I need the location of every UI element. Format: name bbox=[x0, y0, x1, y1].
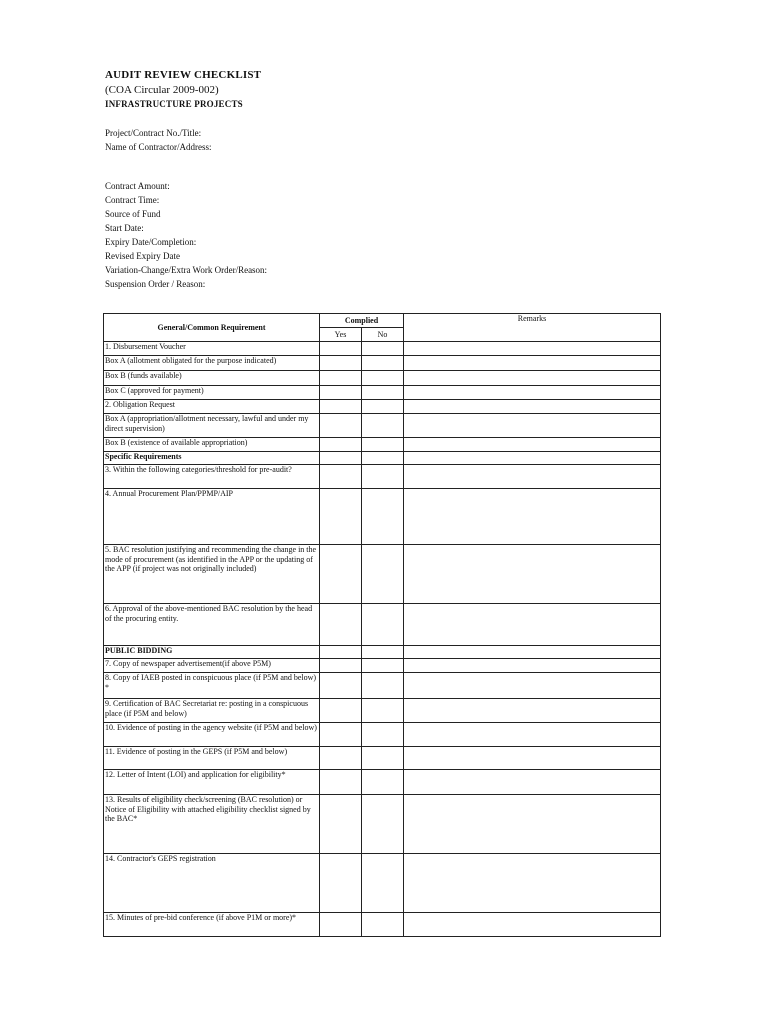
table-row bbox=[104, 646, 661, 659]
remarks-cell[interactable] bbox=[404, 795, 661, 854]
no-cell[interactable] bbox=[362, 854, 404, 913]
table-row bbox=[104, 371, 661, 386]
yes-cell[interactable] bbox=[320, 747, 362, 770]
no-cell[interactable] bbox=[362, 342, 404, 356]
requirement-cell: 4. Annual Procurement Plan/PPMP/AIP bbox=[104, 489, 320, 545]
table-row bbox=[104, 659, 661, 673]
field-amount: Contract Amount: bbox=[105, 181, 170, 191]
no-cell[interactable] bbox=[362, 386, 404, 400]
requirement-cell: 14. Contractor's GEPS registration bbox=[104, 854, 320, 913]
requirement-cell: 9. Certification of BAC Secretariat re: posting in a conspicuous place (if P5M and below) bbox=[104, 699, 320, 723]
field-project: Project/Contract No./Title: bbox=[105, 128, 202, 138]
remarks-cell[interactable] bbox=[404, 673, 661, 699]
field-fund: Source of Fund bbox=[105, 209, 161, 219]
requirement-cell: 2. Obligation Request bbox=[104, 400, 320, 414]
table-row bbox=[104, 795, 661, 854]
field-suspension: Suspension Order / Reason: bbox=[105, 279, 206, 289]
remarks-cell[interactable] bbox=[404, 452, 661, 465]
requirement-cell: 6. Approval of the above-mentioned BAC resolution by the head of the procuring entity. bbox=[104, 604, 320, 646]
remarks-cell[interactable] bbox=[404, 913, 661, 937]
yes-cell[interactable] bbox=[320, 545, 362, 604]
requirement-cell: 10. Evidence of posting in the agency website (if P5M and below) bbox=[104, 723, 320, 747]
no-cell[interactable] bbox=[362, 545, 404, 604]
remarks-cell[interactable] bbox=[404, 356, 661, 371]
no-cell[interactable] bbox=[362, 770, 404, 795]
requirement-cell: 11. Evidence of posting in the GEPS (if P5M and below) bbox=[104, 747, 320, 770]
yes-cell[interactable] bbox=[320, 659, 362, 673]
remarks-cell[interactable] bbox=[404, 545, 661, 604]
remarks-cell[interactable] bbox=[404, 646, 661, 659]
table-row bbox=[104, 438, 661, 452]
requirement-cell: Box A (appropriation/allotment necessary, lawful and under my direct supervision) bbox=[104, 414, 320, 438]
yes-cell[interactable] bbox=[320, 438, 362, 452]
field-start: Start Date: bbox=[105, 223, 144, 233]
header-no: No bbox=[362, 328, 404, 342]
table-row bbox=[104, 465, 661, 489]
table-row bbox=[104, 400, 661, 414]
no-cell[interactable] bbox=[362, 452, 404, 465]
yes-cell[interactable] bbox=[320, 913, 362, 937]
yes-cell[interactable] bbox=[320, 604, 362, 646]
requirement-cell: 5. BAC resolution justifying and recommending the change in the mode of procurement (as identified in the APP or the updating of the APP (if project was not originally included) bbox=[104, 545, 320, 604]
table-row bbox=[104, 723, 661, 747]
table-row bbox=[104, 913, 661, 937]
header-complied: Complied bbox=[320, 314, 404, 328]
checklist-table bbox=[103, 313, 661, 937]
remarks-cell[interactable] bbox=[404, 659, 661, 673]
remarks-cell[interactable] bbox=[404, 438, 661, 452]
remarks-cell[interactable] bbox=[404, 465, 661, 489]
table-row bbox=[104, 414, 661, 438]
table-row bbox=[104, 489, 661, 545]
yes-cell[interactable] bbox=[320, 414, 362, 438]
yes-cell[interactable] bbox=[320, 723, 362, 747]
yes-cell[interactable] bbox=[320, 342, 362, 356]
remarks-cell[interactable] bbox=[404, 747, 661, 770]
table-row bbox=[104, 356, 661, 371]
no-cell[interactable] bbox=[362, 371, 404, 386]
field-contractor: Name of Contractor/Address: bbox=[105, 142, 212, 152]
no-cell[interactable] bbox=[362, 414, 404, 438]
requirement-cell: 13. Results of eligibility check/screening (BAC resolution) or Notice of Eligibility with attached eligibility checklist signed by the BAC* bbox=[104, 795, 320, 854]
table-row bbox=[104, 342, 661, 356]
doc-title-infrastructure: INFRASTRUCTURE PROJECTS bbox=[105, 99, 243, 109]
requirement-cell: 1. Disbursement Voucher bbox=[104, 342, 320, 356]
field-time: Contract Time: bbox=[105, 195, 160, 205]
remarks-cell[interactable] bbox=[404, 400, 661, 414]
header-yes: Yes bbox=[320, 328, 362, 342]
no-cell[interactable] bbox=[362, 699, 404, 723]
yes-cell[interactable] bbox=[320, 452, 362, 465]
table-row bbox=[104, 452, 661, 465]
field-revised: Revised Expiry Date bbox=[105, 251, 180, 261]
table-row bbox=[104, 770, 661, 795]
table-row bbox=[104, 386, 661, 400]
remarks-cell[interactable] bbox=[404, 371, 661, 386]
no-cell[interactable] bbox=[362, 604, 404, 646]
requirement-cell: 15. Minutes of pre-bid conference (if above P1M or more)* bbox=[104, 913, 320, 937]
no-cell[interactable] bbox=[362, 356, 404, 371]
table-row bbox=[104, 604, 661, 646]
requirement-cell: 7. Copy of newspaper advertisement(if above P5M) bbox=[104, 659, 320, 673]
no-cell[interactable] bbox=[362, 465, 404, 489]
yes-cell[interactable] bbox=[320, 854, 362, 913]
no-cell[interactable] bbox=[362, 673, 404, 699]
table-row bbox=[104, 673, 661, 699]
section-heading: PUBLIC BIDDING bbox=[104, 646, 320, 659]
yes-cell[interactable] bbox=[320, 465, 362, 489]
table-row bbox=[104, 854, 661, 913]
field-variation: Variation-Change/Extra Work Order/Reason: bbox=[105, 265, 268, 275]
remarks-cell[interactable] bbox=[404, 770, 661, 795]
table-row bbox=[104, 545, 661, 604]
yes-cell[interactable] bbox=[320, 673, 362, 699]
no-cell[interactable] bbox=[362, 400, 404, 414]
requirement-cell: Box C (approved for payment) bbox=[104, 386, 320, 400]
no-cell[interactable] bbox=[362, 747, 404, 770]
remarks-cell[interactable] bbox=[404, 386, 661, 400]
yes-cell[interactable] bbox=[320, 770, 362, 795]
remarks-cell[interactable] bbox=[404, 723, 661, 747]
no-cell[interactable] bbox=[362, 795, 404, 854]
yes-cell[interactable] bbox=[320, 795, 362, 854]
remarks-cell[interactable] bbox=[404, 489, 661, 545]
no-cell[interactable] bbox=[362, 723, 404, 747]
no-cell[interactable] bbox=[362, 489, 404, 545]
table-row bbox=[104, 699, 661, 723]
header-requirement: General/Common Requirement bbox=[104, 314, 320, 342]
remarks-cell[interactable] bbox=[404, 854, 661, 913]
no-cell[interactable] bbox=[362, 438, 404, 452]
requirement-cell: Box B (existence of available appropriation) bbox=[104, 438, 320, 452]
header-remarks: Remarks bbox=[404, 314, 661, 342]
requirement-cell: Box B (funds available) bbox=[104, 371, 320, 386]
remarks-cell[interactable] bbox=[404, 699, 661, 723]
requirement-cell: Box A (allotment obligated for the purpose indicated) bbox=[104, 356, 320, 371]
yes-cell[interactable] bbox=[320, 356, 362, 371]
no-cell[interactable] bbox=[362, 913, 404, 937]
yes-cell[interactable] bbox=[320, 489, 362, 545]
no-cell[interactable] bbox=[362, 646, 404, 659]
yes-cell[interactable] bbox=[320, 371, 362, 386]
no-cell[interactable] bbox=[362, 659, 404, 673]
yes-cell[interactable] bbox=[320, 400, 362, 414]
doc-subtitle: (COA Circular 2009-002) bbox=[105, 84, 219, 96]
doc-title: AUDIT REVIEW CHECKLIST bbox=[105, 69, 262, 81]
remarks-cell[interactable] bbox=[404, 342, 661, 356]
yes-cell[interactable] bbox=[320, 386, 362, 400]
remarks-cell[interactable] bbox=[404, 414, 661, 438]
field-expiry: Expiry Date/Completion: bbox=[105, 237, 197, 247]
yes-cell[interactable] bbox=[320, 646, 362, 659]
table-row bbox=[104, 747, 661, 770]
yes-cell[interactable] bbox=[320, 699, 362, 723]
section-heading: Specific Requirements bbox=[104, 452, 320, 465]
requirement-cell: 12. Letter of Intent (LOI) and application for eligibility* bbox=[104, 770, 320, 795]
requirement-cell: 8. Copy of IAEB posted in conspicuous place (if P5M and below) * bbox=[104, 673, 320, 699]
remarks-cell[interactable] bbox=[404, 604, 661, 646]
requirement-cell: 3. Within the following categories/threshold for pre-audit? bbox=[104, 465, 320, 489]
